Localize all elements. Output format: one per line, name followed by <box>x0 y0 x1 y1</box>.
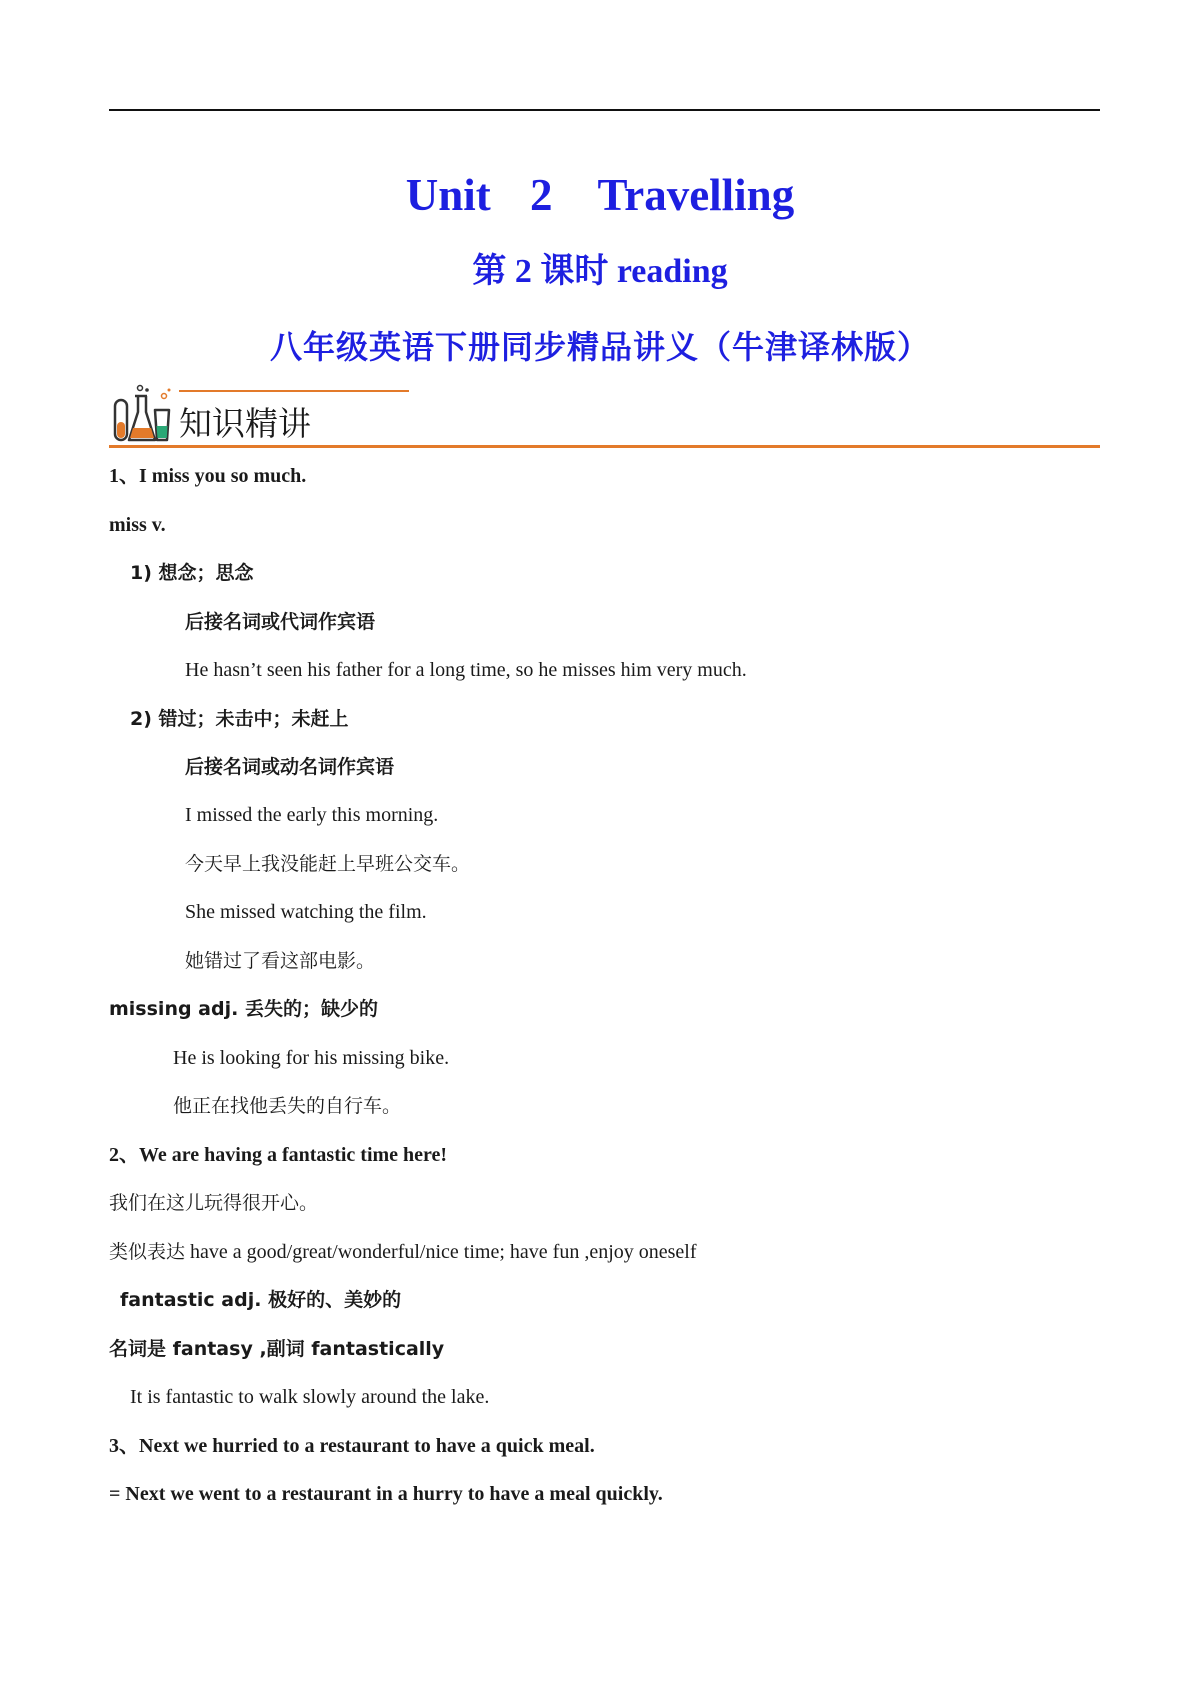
sense-2-example-2: She missed watching the film. <box>185 901 427 923</box>
sense-2-example-1-cn: 今天早上我没能赶上早班公交车。 <box>185 853 471 875</box>
book-title: 八年级英语下册同步精品讲义（牛津译林版） <box>269 329 930 365</box>
lesson-title: 第 2 课时 reading <box>472 253 728 290</box>
header-rule <box>109 109 1100 111</box>
sense-2-example-2-cn: 她错过了看这部电影。 <box>185 950 376 972</box>
section-title: 知识精讲 <box>179 404 311 443</box>
point-3-equivalent: = Next we went to a restaurant in a hurry to have a meal quickly. <box>109 1483 663 1505</box>
sense-1: 1) 想念；思念 <box>130 562 254 584</box>
point-1-heading: 1、I miss you so much. <box>109 465 307 487</box>
missing-example-cn: 他正在找他丢失的自行车。 <box>173 1095 402 1117</box>
sense-1-rule: 后接名词或代词作宾语 <box>185 611 376 633</box>
similar-expressions <box>109 1240 697 1264</box>
sense-2-rule: 后接名词或动名词作宾语 <box>185 756 395 778</box>
unit-title: Unit 2 Travelling <box>405 170 795 220</box>
point-2-cn: 我们在这儿玩得很开心。 <box>109 1192 319 1214</box>
section-header <box>109 384 1100 448</box>
similar-list: have a good/great/wonderful/nice time; have fun ,enjoy oneself <box>185 1241 697 1263</box>
section-accent-line <box>179 390 409 392</box>
sense-1-example: He hasn’t seen his father for a long time, so he misses him very much. <box>185 659 747 681</box>
point-3-heading: 3、Next we hurried to a restaurant to have a quick meal. <box>109 1435 595 1457</box>
word-fantastic: fantastic adj. 极好的、美妙的 <box>120 1289 402 1311</box>
sense-2-example-1: I missed the early this morning. <box>185 804 439 826</box>
fantastic-example: It is fantastic to walk slowly around the lake. <box>130 1386 490 1408</box>
similar-label: 类似表达 <box>109 1241 186 1263</box>
fantastic-forms: 名词是 fantasy ,副词 fantastically <box>109 1338 445 1360</box>
word-missing: missing adj. 丢失的；缺少的 <box>109 998 378 1020</box>
word-miss: miss v. <box>109 514 166 536</box>
lab-flask-icon <box>109 384 175 446</box>
sense-2: 2) 错过；未击中；未赶上 <box>130 708 349 730</box>
section-divider <box>109 445 1100 448</box>
missing-example: He is looking for his missing bike. <box>173 1047 450 1069</box>
point-2-heading: 2、We are having a fantastic time here! <box>109 1144 448 1166</box>
